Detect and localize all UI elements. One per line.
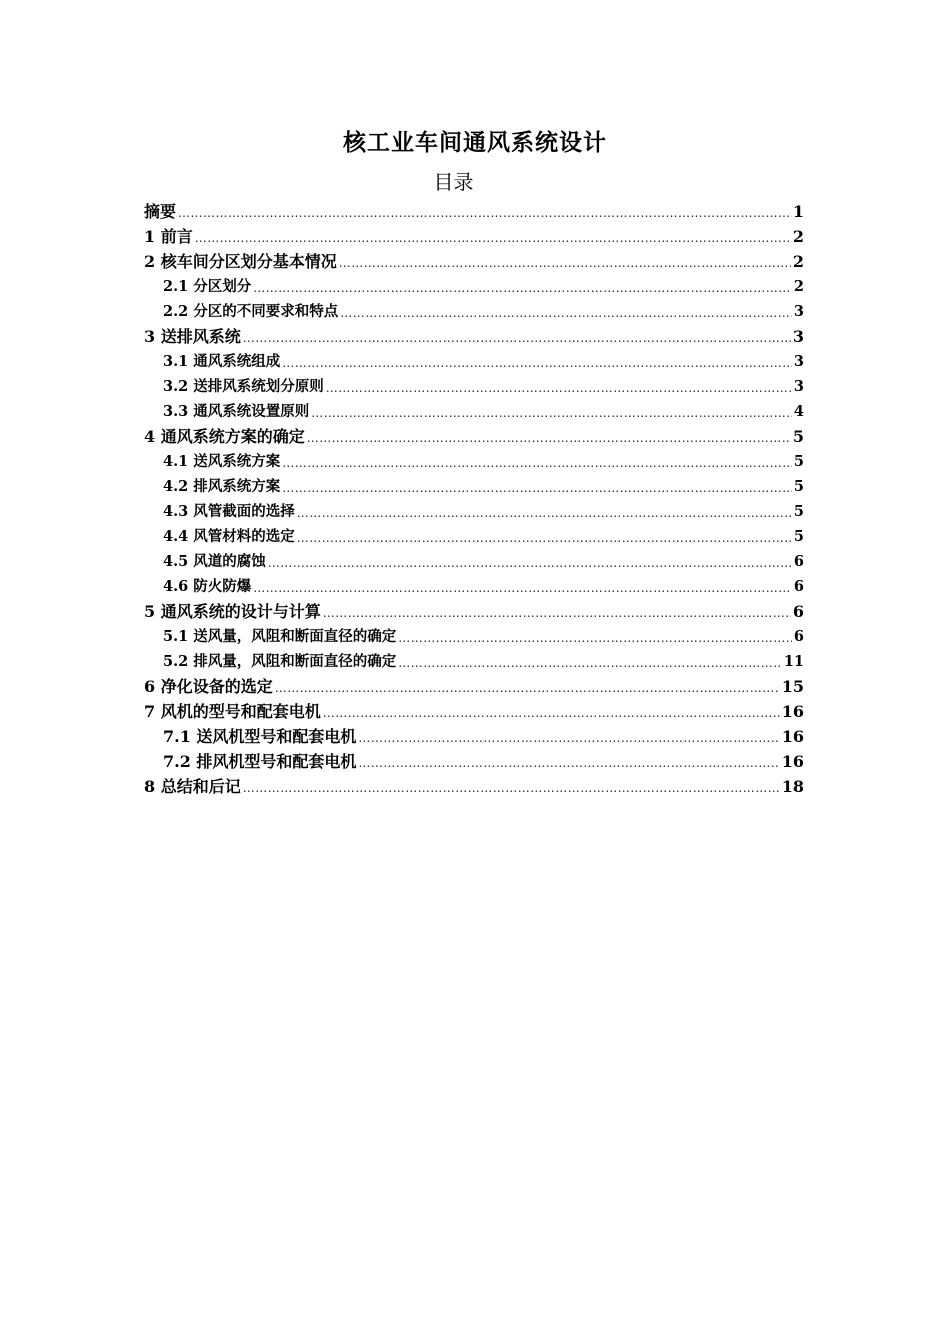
toc-leader-dots: [243, 330, 791, 346]
toc-entry[interactable]: [144, 346, 804, 371]
document-title: 核工业车间通风系统设计: [343, 129, 607, 156]
toc-leader-dots: [195, 230, 791, 246]
toc-entry[interactable]: [144, 521, 804, 546]
toc-entry[interactable]: [144, 596, 804, 621]
toc-entry-page: 11: [783, 653, 804, 670]
toc-entry-page: 3: [793, 378, 804, 395]
toc-leader-dots: [339, 255, 791, 271]
toc-entry-label: 4.3 风管截面的选择: [163, 503, 295, 520]
toc-entry-label: 7.2 排风机型号和配套电机: [163, 752, 357, 771]
toc-entry-label: 5.2 排风量，风阻和断面直径的确定: [163, 653, 397, 670]
toc-heading: 目录: [433, 170, 474, 194]
toc-leader-dots: [275, 680, 780, 696]
toc-entry[interactable]: [144, 271, 804, 296]
toc-leader-dots: [282, 355, 792, 371]
toc-entry-page: 2: [792, 252, 804, 271]
toc-entry[interactable]: [144, 546, 804, 571]
toc-leader-dots: [297, 505, 792, 521]
toc-entry[interactable]: [144, 446, 804, 471]
toc-entry-page: 6: [793, 628, 804, 645]
toc-leader-dots: [243, 780, 780, 796]
toc-leader-dots: [358, 730, 779, 746]
toc-leader-dots: [253, 580, 792, 596]
toc-entry-page: 4: [793, 403, 804, 420]
toc-leader-dots: [358, 755, 779, 771]
toc-entry-page: 16: [781, 702, 804, 721]
toc-entry[interactable]: [144, 621, 804, 646]
toc-entry-label: 5.1 送风量，风阻和断面直径的确定: [163, 628, 397, 645]
toc-leader-dots: [282, 455, 792, 471]
toc-entry[interactable]: [144, 396, 804, 421]
toc-entry-page: 1: [792, 202, 804, 221]
toc-entry[interactable]: [144, 221, 804, 246]
toc-entry-page: 18: [781, 777, 804, 796]
toc-entry-page: 2: [792, 227, 804, 246]
toc-leader-dots: [326, 380, 792, 396]
toc-entry-page: 5: [792, 427, 804, 446]
toc-entry-label: 6 净化设备的选定: [144, 677, 273, 696]
toc-entry[interactable]: [144, 696, 804, 721]
toc-entry-page: 15: [781, 677, 804, 696]
toc-leader-dots: [253, 280, 792, 296]
toc-entry-label: 4.2 排风系统方案: [163, 478, 281, 495]
toc-entry-label: 2.2 分区的不同要求和特点: [163, 303, 339, 320]
toc-entry[interactable]: [144, 571, 804, 596]
toc-entry-label: 4 通风系统方案的确定: [144, 427, 305, 446]
toc-entry-label: 8 总结和后记: [144, 777, 241, 796]
toc-leader-dots: [398, 655, 782, 671]
toc-entry[interactable]: [144, 421, 804, 446]
toc-entry[interactable]: [144, 646, 804, 671]
toc-entry-page: 5: [793, 528, 804, 545]
toc-entry-label: 4.5 风道的腐蚀: [163, 553, 266, 570]
toc-entry-page: 3: [792, 327, 804, 346]
toc-entry-label: 4.4 风管材料的选定: [163, 528, 295, 545]
toc-entry-label: 摘要: [144, 202, 177, 221]
toc-leader-dots: [297, 530, 792, 546]
toc-entry[interactable]: [144, 671, 804, 696]
toc-entry-page: 3: [793, 303, 804, 320]
toc-entry[interactable]: [144, 746, 804, 771]
toc-leader-dots: [307, 430, 791, 446]
toc-entry-label: 3.1 通风系统组成: [163, 353, 281, 370]
toc-entry[interactable]: [144, 496, 804, 521]
toc-entry-page: 5: [793, 453, 804, 470]
toc-entry-label: 3 送排风系统: [144, 327, 241, 346]
toc-entry-page: 2: [793, 278, 804, 295]
toc-leader-dots: [282, 480, 792, 496]
toc-leader-dots: [398, 630, 792, 646]
toc-entry[interactable]: [144, 246, 804, 271]
toc-entry-label: 1 前言: [144, 227, 193, 246]
toc-leader-dots: [311, 405, 792, 421]
toc-leader-dots: [340, 305, 792, 321]
toc-entry[interactable]: [144, 196, 804, 221]
toc-entry-label: 5 通风系统的设计与计算: [144, 602, 321, 621]
toc-entry-page: 5: [793, 478, 804, 495]
toc-leader-dots: [323, 705, 780, 721]
toc-entry-page: 16: [781, 727, 804, 746]
toc-entry-page: 16: [781, 752, 804, 771]
toc-entry-label: 3.3 通风系统设置原则: [163, 403, 310, 420]
toc-entry[interactable]: [144, 721, 804, 746]
toc-entry-label: 2.1 分区划分: [163, 278, 252, 295]
toc-entry[interactable]: [144, 296, 804, 321]
toc-entry-page: 6: [793, 553, 804, 570]
toc-leader-dots: [323, 605, 791, 621]
toc-entry-label: 3.2 送排风系统划分原则: [163, 378, 324, 395]
toc-entry[interactable]: [144, 771, 804, 796]
toc-entry-label: 7.1 送风机型号和配套电机: [163, 727, 357, 746]
toc-leader-dots: [178, 205, 791, 221]
toc-entry-page: 6: [793, 578, 804, 595]
toc-entry-page: 5: [793, 503, 804, 520]
toc-entry[interactable]: [144, 371, 804, 396]
toc-entry-page: 6: [792, 602, 804, 621]
table-of-contents: [144, 196, 804, 796]
toc-entry-label: 4.6 防火防爆: [163, 578, 252, 595]
toc-leader-dots: [268, 555, 792, 571]
toc-entry-label: 2 核车间分区划分基本情况: [144, 252, 337, 271]
toc-entry[interactable]: [144, 321, 804, 346]
toc-entry[interactable]: [144, 471, 804, 496]
toc-entry-page: 3: [793, 353, 804, 370]
toc-entry-label: 7 风机的型号和配套电机: [144, 702, 321, 721]
toc-entry-label: 4.1 送风系统方案: [163, 453, 281, 470]
